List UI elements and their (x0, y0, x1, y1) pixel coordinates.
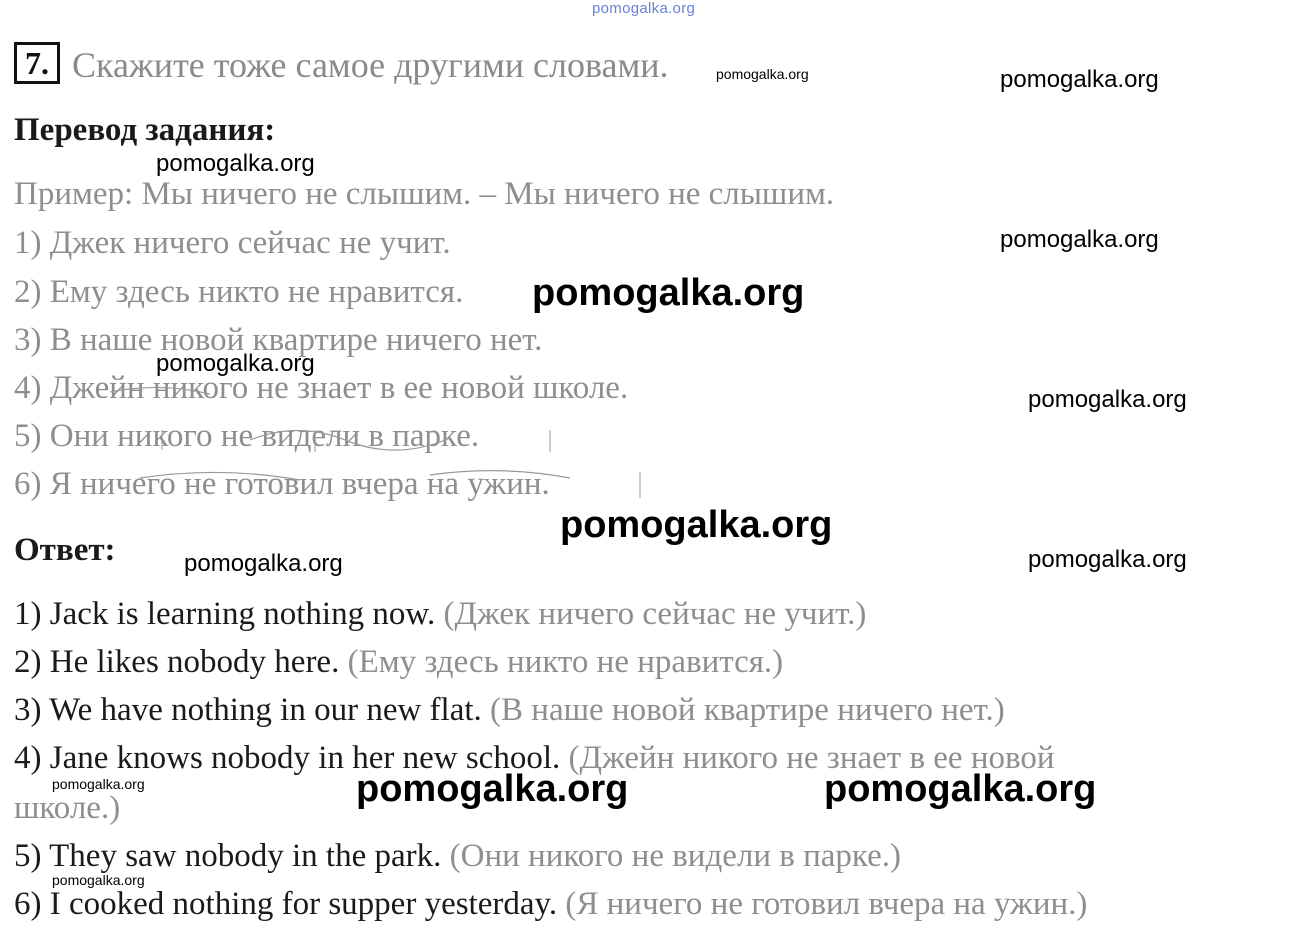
watermark: pomogalka.org (1028, 546, 1187, 573)
watermark: pomogalka.org (356, 768, 629, 810)
translation-line-1: 1) Джек ничего сейчас не учит. (14, 225, 451, 261)
answer-3-en: 3) We have nothing in our new flat. (14, 692, 482, 728)
answer-2-ru: (Ему здесь никто не нравится.) (347, 644, 784, 680)
translation-example: Пример: Мы ничего не слышим. – Мы ничего не слышим. (14, 176, 835, 212)
watermark: pomogalka.org (156, 150, 315, 177)
watermark: pomogalka.org (156, 350, 315, 377)
answer-line-4-cont (14, 790, 120, 827)
translation-line-5: 5) Они никого не видели в парке. (14, 418, 480, 454)
translation-line-4: 4) Джейн никого не знает в ее новой школе. (14, 370, 629, 406)
task-number-box: 7. (14, 42, 60, 84)
answer-6-en: 6) I cooked nothing for supper yesterday. (14, 886, 558, 922)
watermark: pomogalka.org (532, 272, 805, 314)
answer-line-3 (14, 692, 1005, 729)
answer-6-ru: (Я ничего не готовил вчера на ужин.) (565, 886, 1088, 922)
watermark: pomogalka.org (184, 550, 343, 577)
scribble-marks (100, 380, 720, 510)
answer-1-ru: (Джек ничего сейчас не учит.) (443, 596, 867, 632)
answer-4-en: 4) Jane knows nobody in her new school. (14, 740, 561, 776)
answer-line-6 (14, 886, 1087, 923)
answer-5-en: 5) They saw nobody in the park. (14, 838, 442, 874)
watermark: pomogalka.org (560, 504, 833, 546)
translation-line-2: 2) Ему здесь никто не нравится. (14, 274, 464, 310)
answer-4-ru-cont: школе.) (14, 790, 121, 826)
answer-line-1 (14, 596, 866, 633)
watermark: pomogalka.org (1000, 226, 1159, 253)
top-watermark: pomogalka.org (592, 0, 696, 17)
watermark: pomogalka.org (1000, 66, 1159, 93)
watermark: pomogalka.org (52, 872, 145, 888)
answer-2-en: 2) He likes nobody here. (14, 644, 340, 680)
watermark: pomogalka.org (716, 66, 809, 82)
answer-1-en: 1) Jack is learning nothing now. (14, 596, 436, 632)
translation-line-6: 6) Я ничего не готовил вчера на ужин. (14, 466, 550, 502)
watermark: pomogalka.org (1028, 386, 1187, 413)
task-title: Скажите тоже самое другими словами. (72, 45, 669, 85)
answer-line-5 (14, 838, 901, 875)
answer-line-2 (14, 644, 783, 681)
watermark: pomogalka.org (52, 776, 145, 792)
translation-heading: Перевод задания: (14, 112, 276, 148)
translation-line-3: 3) В наше новой квартире ничего нет. (14, 322, 543, 358)
answer-4-ru: (Джейн никого не знает в ее новой (568, 740, 1055, 776)
watermark: pomogalka.org (824, 768, 1097, 810)
answer-heading: Ответ: (14, 532, 116, 568)
answer-5-ru: (Они никого не видели в парке.) (449, 838, 902, 874)
answer-3-ru: (В наше новой квартире ничего нет.) (490, 692, 1005, 728)
